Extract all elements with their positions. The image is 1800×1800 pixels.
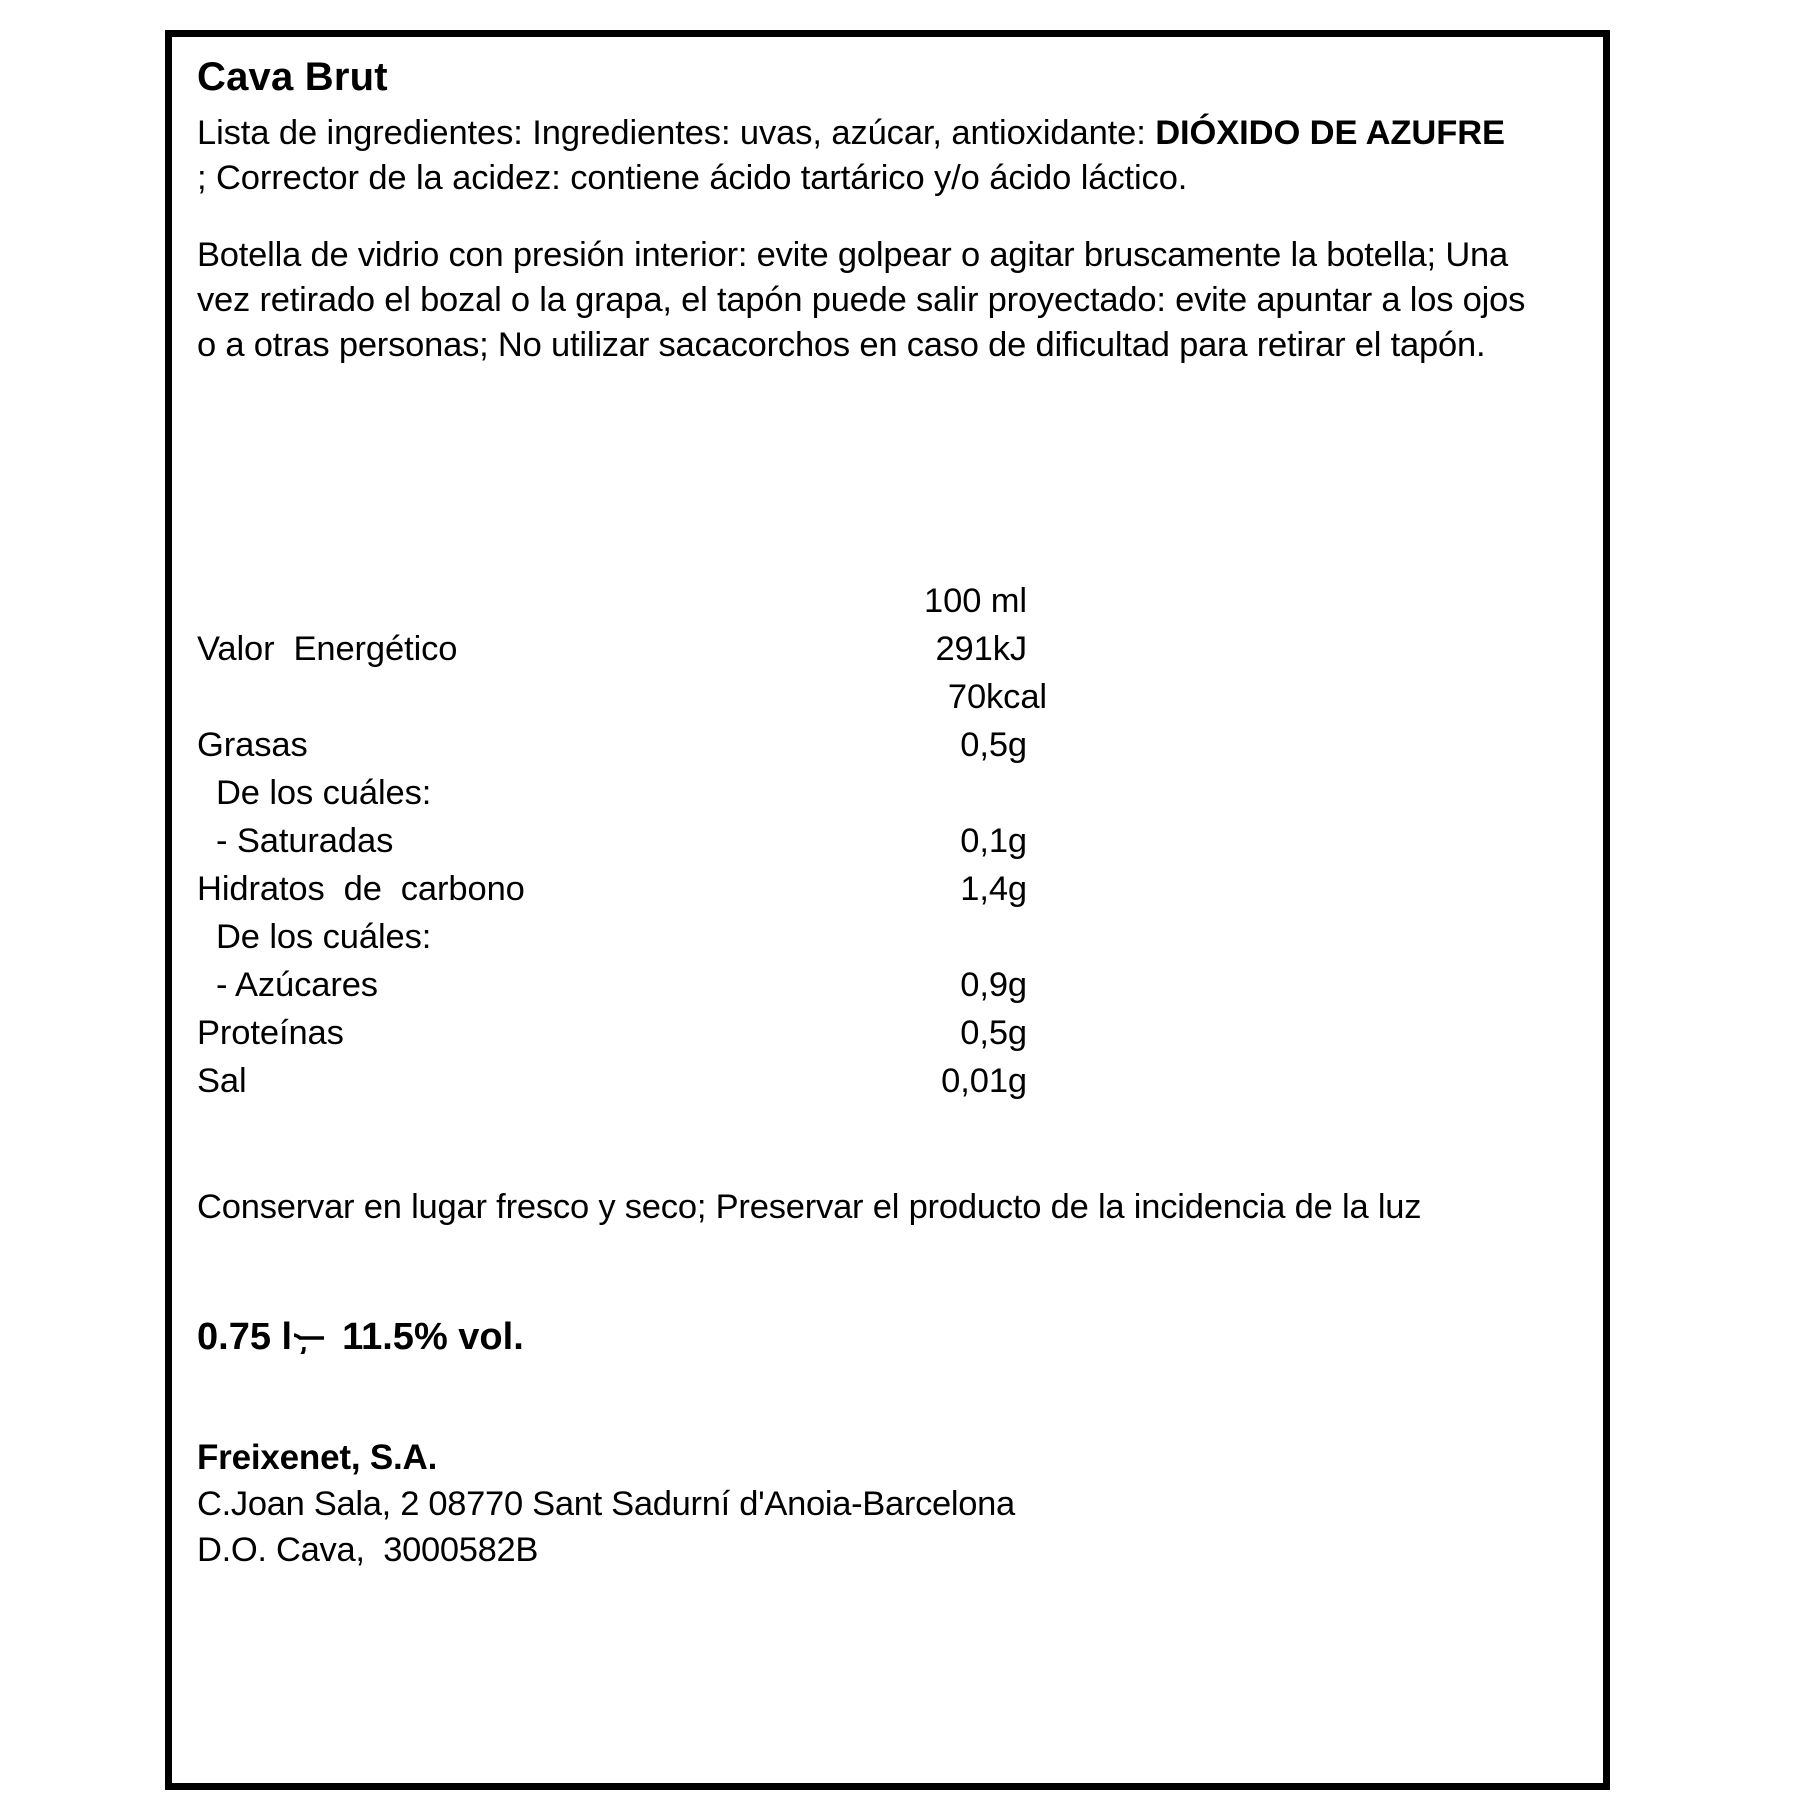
net-volume: 0.75 l [197,1316,293,1358]
table-row [197,769,1197,817]
nutrition-label: Hidratos de carbono [197,870,525,908]
estimated-sign-icon [294,1314,328,1354]
ingredients-prefix: Lista de ingredientes: Ingredientes: uvas, azúcar, antioxidante: [197,114,1156,152]
table-row [197,625,1197,673]
nutrition-value: 291kJ [935,630,1027,668]
nutrition-value: 1,4g [960,870,1027,908]
alcohol-by-volume: 11.5% vol. [342,1316,524,1358]
storage-instructions: Conservar en lugar fresco y seco; Preservar el producto de la incidencia de la luz [197,1188,1422,1226]
safety-warning-text: Botella de vidrio con presión interior: evite golpear o agitar bruscamente la botella; Una vez retirado el bozal o la grapa, el tapón puede salir proyectado: evite apuntar a los ojos o a otras personas; No utilizar sacacorchos en caso de dificultad para retirar el tapón. [197,236,1526,364]
nutrition-label: De los cuáles: [197,918,432,956]
label-content [197,37,1587,1783]
nutrition-label: - Saturadas [197,822,394,860]
nutrition-value: 0,5g [960,1014,1027,1052]
table-row [197,1057,1197,1105]
nutrition-value: 0,01g [941,1062,1027,1100]
nutrition-label: De los cuáles: [197,774,432,812]
producer-block [197,1435,1537,1573]
product-label-frame [165,30,1610,1790]
nutrition-label: Proteínas [197,1014,344,1052]
nutrition-label: Valor Energético [197,630,458,668]
volume-and-alcohol-line [197,1309,524,1359]
ingredients-list [197,111,1517,201]
nutrition-label: Grasas [197,726,308,764]
nutrition-label: Sal [197,1062,247,1100]
nutrition-value: 70kcal [947,678,1047,716]
nutrition-label: - Azúcares [197,966,378,1004]
nutrition-table [197,577,1197,1105]
table-row [197,961,1197,1009]
allergen-text: DIÓXIDO DE AZUFRE [1155,114,1505,152]
company-address: C.Joan Sala, 2 08770 Sant Sadurní d'Anoia-Barcelona [197,1485,1015,1523]
nutrition-value: 0,1g [960,822,1027,860]
nutrition-header-row [197,577,1197,625]
table-row [197,721,1197,769]
table-row [197,673,1197,721]
table-row [197,1009,1197,1057]
designation-of-origin: D.O. Cava, 3000582B [197,1531,539,1569]
ingredients-suffix: ; Corrector de la acidez: contiene ácido tartárico y/o ácido láctico. [197,159,1188,197]
page-title: Cava Brut [197,55,388,99]
nutrition-value: 0,5g [960,726,1027,764]
serving-size-header: 100 ml [924,582,1027,620]
table-row [197,817,1197,865]
company-name: Freixenet, S.A. [197,1438,438,1477]
table-row [197,913,1197,961]
table-row [197,865,1197,913]
nutrition-value: 0,9g [960,966,1027,1004]
